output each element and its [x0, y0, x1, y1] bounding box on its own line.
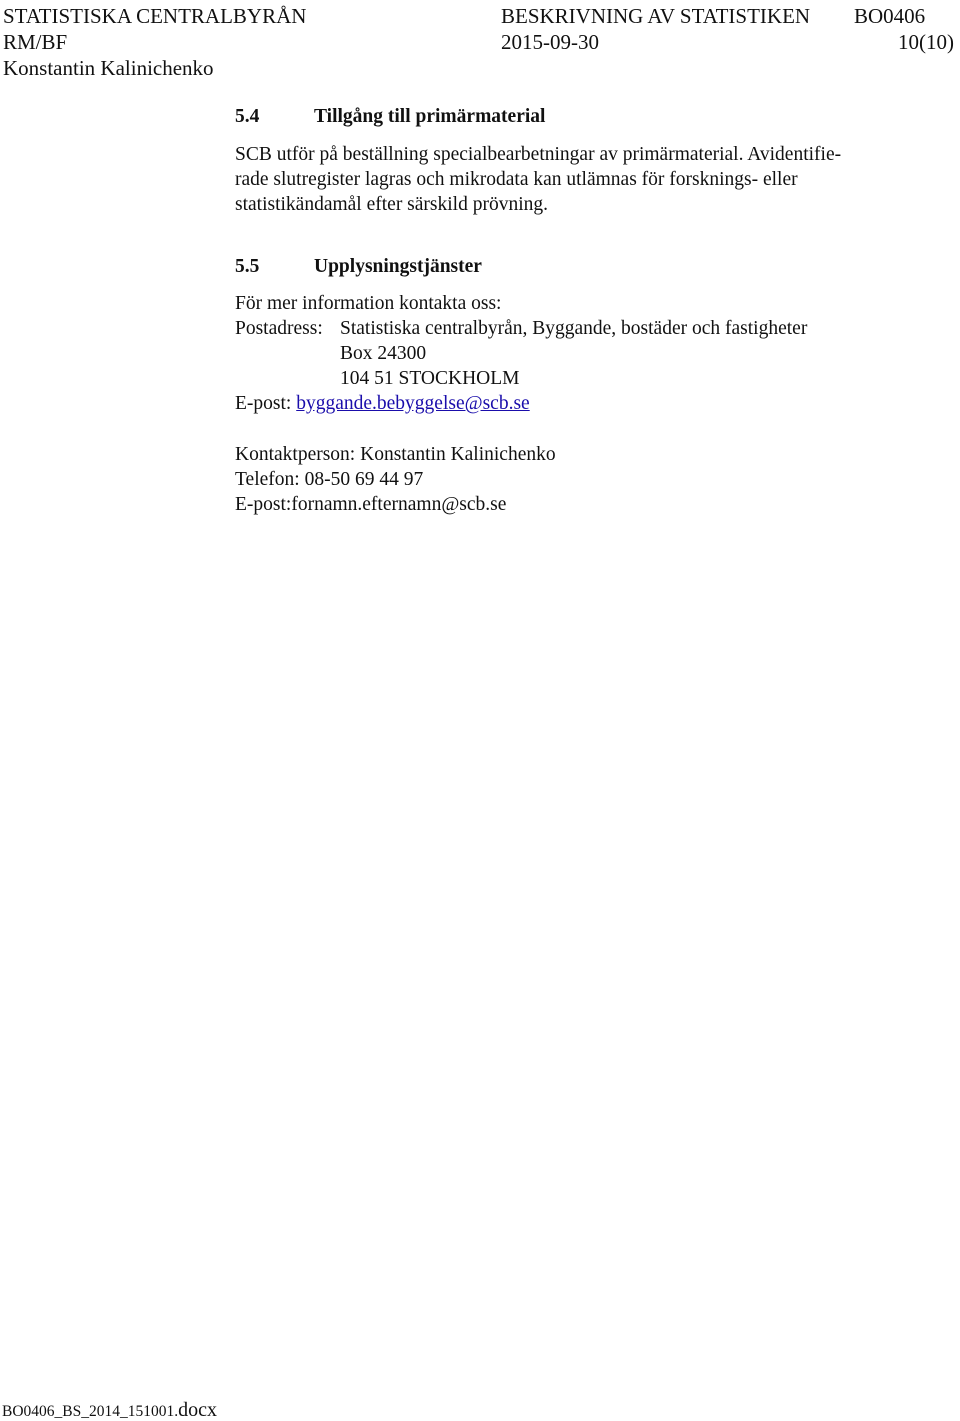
header-date: 2015-09-30 — [501, 30, 599, 54]
email-row — [235, 394, 530, 414]
postal-line-3: 104 51 STOCKHOLM — [340, 368, 520, 389]
email-link[interactable]: byggande.bebyggelse@scb.se — [296, 393, 530, 414]
section-5-4-number: 5.4 — [235, 106, 260, 127]
header-unit: RM/BF — [3, 30, 68, 54]
postal-line-2: Box 24300 — [340, 343, 427, 364]
header-doc-code: BO0406 — [854, 4, 926, 28]
contact-person-name: Konstantin Kalinichenko — [360, 444, 556, 465]
phone-number: 08-50 69 44 97 — [304, 469, 424, 490]
header-page-number: 10(10) — [898, 30, 954, 54]
section-5-5-title: Upplysningstjänster — [314, 256, 482, 277]
contact-intro: För mer information kontakta oss: — [235, 293, 502, 314]
contact-person-row — [235, 445, 556, 465]
postal-line-1: Statistiska centralbyrån, Byggande, bostäder och fastigheter — [340, 318, 808, 339]
contact-email: fornamn.efternamn@scb.se — [291, 494, 507, 515]
contact-person-label: Kontaktperson: — [235, 444, 356, 465]
phone-row — [235, 470, 423, 490]
contact-email-label: E-post: — [235, 494, 292, 515]
section-5-4-title: Tillgång till primärmaterial — [314, 106, 546, 127]
email-label: E-post: — [235, 393, 292, 414]
section-5-4-line-3: statistikändamål efter särskild prövning. — [235, 194, 549, 215]
header-org: STATISTISKA CENTRALBYRÅN — [3, 4, 307, 28]
phone-label: Telefon: — [235, 469, 300, 490]
section-5-5-number: 5.5 — [235, 256, 260, 277]
section-5-4-line-2: rade slutregister lagras och mikrodata kan utlämnas för forsknings- eller — [235, 169, 798, 190]
contact-email-row — [235, 495, 506, 515]
section-5-4-line-1: SCB utför på beställning specialbearbetningar av primärmaterial. Avidentifie- — [235, 144, 842, 165]
header-author: Konstantin Kalinichenko — [3, 56, 214, 80]
footer-filename-base: BO0406_BS_2014_151001. — [2, 1403, 179, 1420]
postal-label: Postadress: — [235, 318, 323, 339]
footer-filename — [2, 1400, 217, 1420]
header-doc-type: BESKRIVNING AV STATISTIKEN — [501, 4, 811, 28]
footer-filename-extension: docx — [178, 1399, 218, 1421]
